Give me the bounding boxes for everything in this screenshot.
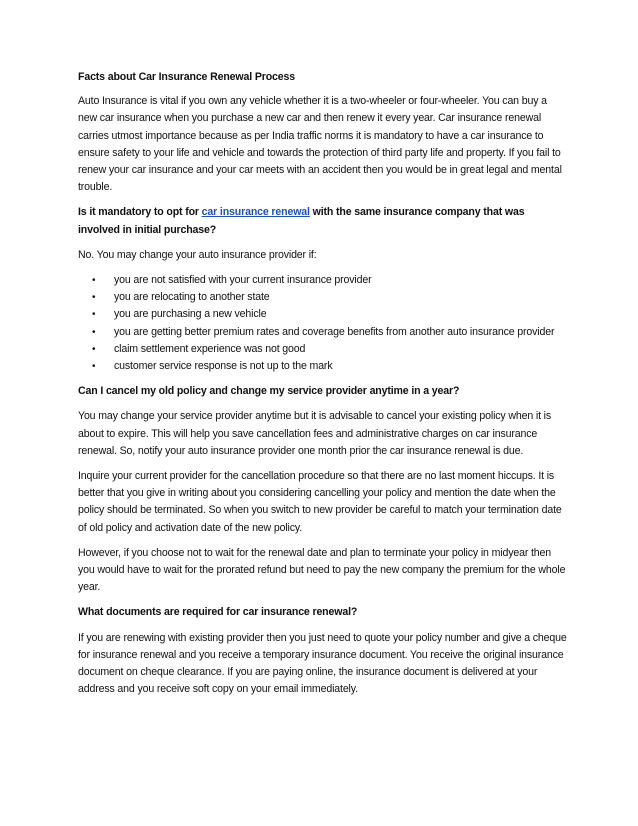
question-mandatory-renewal bbox=[78, 204, 568, 238]
list-item bbox=[78, 358, 568, 375]
list-item-text: you are getting better premium rates and coverage benefits from another auto insurance provider bbox=[114, 325, 555, 338]
list-item bbox=[78, 324, 568, 341]
answer-documents-paragraph: If you are renewing with existing provider then you just need to quote your policy number and give a cheque for insurance renewal and you receive a temporary insurance document. You receive the original insurance document on cheque clearance. If you are paying online, the insurance document is delivered at your address and you receive soft copy on your email immediately. bbox=[78, 631, 567, 696]
answer-change-provider-intro: No. You may change your auto insurance provider if: bbox=[78, 248, 317, 261]
intro-paragraph: Auto Insurance is vital if you own any vehicle whether it is a two-wheeler or four-wheeler. You can buy a new car insurance when you purchase a new car and then renew it every year. Car insurance renewal carries utmost importance because as per India traffic norms it is mandatory to have a car insurance to ensure safety to your life and vehicle and towards the protection of third party life and property. If you fail to renew your car insurance and your car meets with an accident then you would be in great legal and mental trouble. bbox=[78, 95, 562, 194]
list-item-text: claim settlement experience was not good bbox=[114, 342, 306, 355]
bullet-icon: • bbox=[92, 361, 96, 373]
bullet-icon: • bbox=[92, 275, 96, 287]
bullet-icon: • bbox=[92, 292, 96, 304]
answer-cancel-paragraph-3: However, if you choose not to wait for the renewal date and plan to terminate your policy in midyear then you would have to wait for the prorated refund but need to pay the new company the premium for the whole year. bbox=[78, 546, 566, 594]
question-documents-required: What documents are required for car insurance renewal? bbox=[78, 606, 358, 619]
reasons-list bbox=[78, 272, 568, 375]
question-suffix: with the same insurance company that was involved in initial purchase? bbox=[78, 206, 525, 236]
list-item bbox=[78, 306, 568, 323]
answer-cancel-paragraph-2: Inquire your current provider for the cancellation procedure so that there are no last moment hiccups. It is better that you give in writing about you considering cancelling your policy and mention the date when the policy should be terminated. So when you switch to new provider be careful to match your termination date of old policy and activation date of the new policy. bbox=[78, 470, 562, 534]
bullet-icon: • bbox=[92, 309, 96, 321]
list-item-text: you are purchasing a new vehicle bbox=[114, 308, 267, 321]
list-item-text: you are not satisfied with your current insurance provider bbox=[114, 274, 372, 287]
car-insurance-renewal-link[interactable]: car insurance renewal bbox=[201, 206, 310, 219]
list-item-text: customer service response is not up to the mark bbox=[114, 360, 333, 373]
list-item bbox=[78, 341, 568, 358]
list-item bbox=[78, 289, 568, 306]
list-item-text: you are relocating to another state bbox=[114, 291, 270, 304]
document-title: Facts about Car Insurance Renewal Process bbox=[78, 71, 295, 83]
list-item bbox=[78, 272, 568, 289]
answer-cancel-paragraph-1: You may change your service provider anytime but it is advisable to cancel your existing policy when it is about to expire. This will help you save cancellation fees and administrative charges on car insurance renewal. So, notify your auto insurance provider one month prior the car insurance renewal is due. bbox=[78, 410, 552, 457]
document-page bbox=[78, 69, 568, 707]
question-cancel-old-policy: Can I cancel my old policy and change my service provider anytime in a year? bbox=[78, 385, 460, 398]
question-prefix: Is it mandatory to opt for bbox=[78, 206, 202, 219]
bullet-icon: • bbox=[92, 326, 96, 338]
bullet-icon: • bbox=[92, 343, 96, 355]
